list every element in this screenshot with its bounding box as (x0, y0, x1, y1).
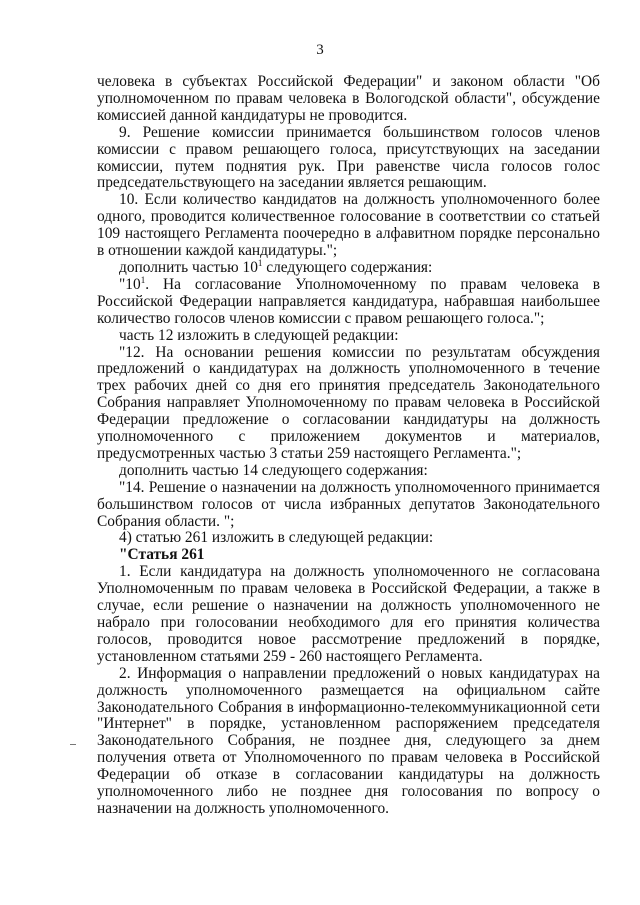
paragraph-clause-9: 9. Решение комиссии принимается большинством голосов членов комиссии с правом решающего голоса, присутствующих на заседании комиссии, путем поднятия рук. При равенстве числа голосов голос председательствующего на заседании является решающим. (97, 123, 600, 192)
paragraph-clause-14: "14. Решение о назначении на должность уполномоченного принимается большинством голосов от числа избранных депутатов Законодательного Собрания области. "; (97, 478, 600, 530)
paragraph-add-part-10-1 (97, 257, 600, 277)
paragraph-amend-article-261: 4) статью 261 изложить в следующей редакции: (119, 529, 434, 547)
margin-mark (70, 744, 76, 745)
paragraph-article-261-2: 2. Информация о направлении предложений о новых кандидатурах на должность уполномоченного размещается на официальном сайте Законодательного Собрания в информационно-телекоммуникационной сети "Интернет" в порядке, установленном распоряжением председателя Законодательного Собрания, не позднее дня, следующего за днем получения ответа от Уполномоченного по правам человека в Российской Федерации об отказе в согласовании кандидатуры на должность уполномоченного либо не позднее дня голосования по вопросу о назначении на должность уполномоченного. (97, 664, 600, 817)
article-heading: "Статья 261 (119, 546, 205, 564)
page-number: 3 (316, 42, 324, 58)
text-segment: дополнить частью 10 (119, 258, 258, 276)
text-segment: . На согласование Уполномоченному по правам человека в Российской Федерации направляется кандидатура, набравшая наибольшее количество голосов членов комиссии с правом решающего голоса."; (97, 275, 600, 327)
superscript: 1 (140, 274, 146, 285)
paragraph-amend-part-12: часть 12 изложить в следующей редакции: (119, 326, 399, 344)
paragraph-add-part-14: дополнить частью 14 следующего содержания: (119, 461, 428, 479)
paragraph-article-261-1: 1. Если кандидатура на должность уполномоченного не согласована Уполномоченным по правам человека в Российской Федерации, а также в случае, если решение о назначении на должность уполномоченного не набрало при голосовании необходимого для его принятия количества голосов, проводится новое рассмотрение предложений в порядке, установленном статьями 259 - 260 настоящего Регламента. (97, 563, 600, 665)
document-body (97, 74, 600, 818)
paragraph-clause-10-1 (97, 274, 600, 328)
paragraph-clause-12: "12. На основании решения комиссии по результатам обсуждения предложений о кандидатурах на должность уполномоченного в течение трех рабочих дней со дня его принятия председатель Законодательного Собрания направляет Уполномоченному по правам человека в Российской Федерации предложение о согласовании кандидатуры на должность уполномоченного с приложением документов и материалов, предусмотренных частью 3 статьи 259 настоящего Регламента."; (97, 343, 600, 462)
text-segment: следующего содержания: (262, 258, 433, 276)
text-segment: "10 (119, 275, 141, 293)
paragraph-continuation: человека в субъектах Российской Федерации" и законом области "Об уполномоченном по правам человека в Вологодской области", обсуждение комиссией данной кандидатуры не проводится. (97, 73, 600, 124)
superscript: 1 (257, 257, 263, 268)
paragraph-clause-10: 10. Если количество кандидатов на должность уполномоченного более одного, проводится количественное голосование в соответствии со статьей 109 настоящего Регламента поочередно в алфавитном порядке персонально в отношении каждой кандидатуры."; (97, 191, 600, 260)
